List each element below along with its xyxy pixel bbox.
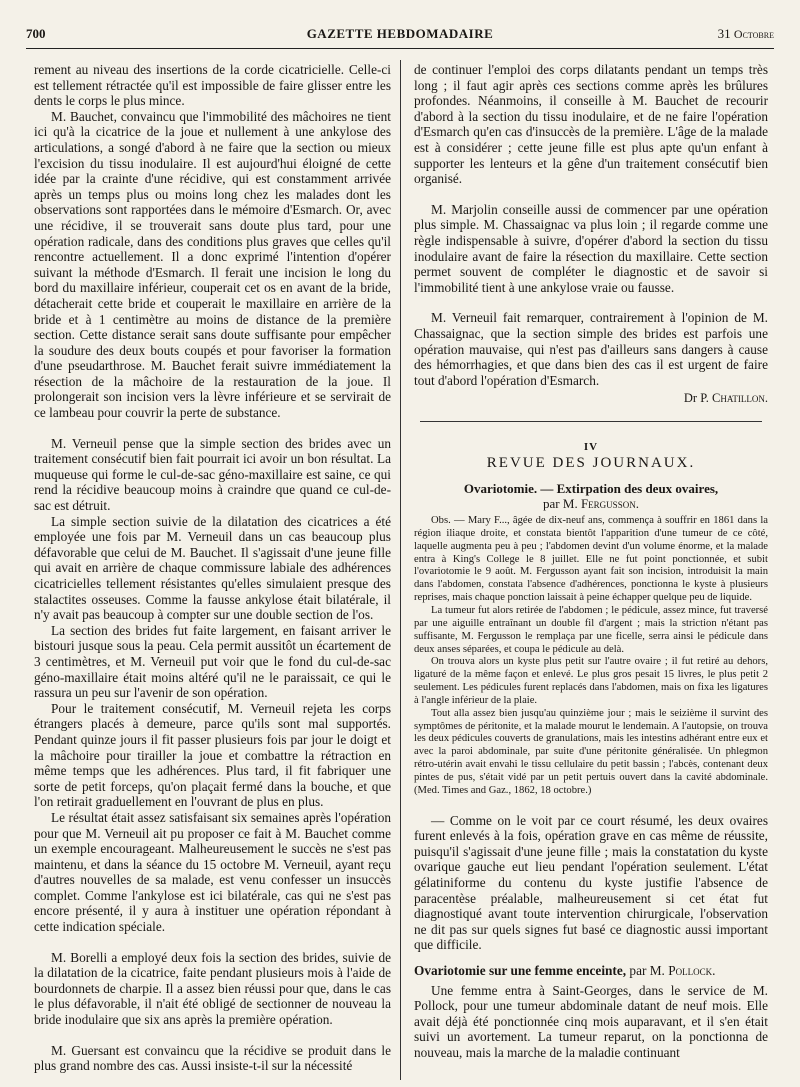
article2-by: par M. xyxy=(629,962,665,978)
section-number: IV xyxy=(583,440,599,453)
signature-name: Chatillon. xyxy=(712,391,768,406)
commentary-paragraph: — Comme on le voit par ce court résumé, les deux ovaires furent enlevés à la fois, opération grave en cas même de réussite, puisqu'il s'agissait d'une jeune fille ; mais la constatation du kyste ovarique gauche eut lieu pendant l'opération seulement. L'état gélatiniforme du contenu du kyste justifie l'absence de paracentèse préalable, malheureusement si cet état fut diagnostiqué avant toute intervention chirurgicale, l'observation ne dit pas sur quels signes fut basé ce diagnostic aussi important que difficile. xyxy=(414,812,768,953)
paragraph: M. Guersant est convaincu que la récidive se produit dans le plus grand nombre des cas. Aussi insiste-t-il sur la nécessité xyxy=(34,1042,391,1074)
article2-title: Ovariotomie sur une femme enceinte, xyxy=(414,962,627,978)
right-column xyxy=(414,62,768,1061)
date-month: Octobre xyxy=(733,27,774,41)
paragraph: rement au niveau des insertions de la corde cicatricielle. Celle-ci est tellement rétractée qu'il est impossible de faire glisser entre les dents le corps le plus mince. xyxy=(34,62,391,109)
paragraph: Le résultat était assez satisfaisant six semaines après l'opération pour que M. Verneuil ait pu proposer ce fait à M. Bauchet comme un exemple encourageant. Malheureusement le succès ne s'est pas maintenu, et dans la séance du 15 octobre M. Verneuil, ayant reçu d'autres nouvelles de sa malade, est venu confesser un insuccès complet. Comme l'ankylose est ici bilatérale, cas qui ne s'est pas encore présenté, il y aura à instituer une opération répondant à cette indication spéciale. xyxy=(34,809,391,935)
article-author: Fergusson. xyxy=(580,496,639,512)
signature-prefix: Dr P. xyxy=(683,391,709,406)
observation-paragraph: Tout alla assez bien jusqu'au quinzième jour ; mais le seizième il survint des symptômes de péritonite, et la malade mourut le lendemain. A l'autopsie, on trouva les deux pédicules couverts de granulations, mais les intestins adhérant entre eux et avec la paroi abdominale, par suite d'une péritonite généralisée. Un phlegmon rétro-utérin avait envahi le tissu cellulaire du petit bassin ; l'abcès, contenant deux pintes de pus, s'était vidé par un petit pertuis ouvert dans la cavité abdominale. (Med. Times and Gaz., 1862, 18 octobre.) xyxy=(414,707,768,796)
section-divider xyxy=(420,421,762,422)
section-title: REVUE DES JOURNAUX. xyxy=(486,455,696,472)
page-number: 700 xyxy=(26,26,46,41)
observation-paragraph: On trouva alors un kyste plus petit sur l'autre ovaire ; il fut retiré au dehors, ligaturé de la même façon et enlevé. Le plus gros pesait 15 livres, le plus petit 2 seulement. Les pédicules furent replacés dans l'abdomen, mais on fixa les ligatures à l'angle inférieur de la plaie. xyxy=(414,656,768,706)
paragraph: Pour le traitement consécutif, M. Verneuil rejeta les corps étrangers placés à demeure, parce qu'ils sont mal supportés. Pendant quinze jours il fit passer plusieurs fois par jour le doigt et la mâchoire pour tirailler la joue et combattre la rétraction en même temps que les adhérences. Plus tard, il fit fabriquer une sorte de petit forceps, qu'on plaçait fermé dans la bouche, et que l'on retirait graduellement en l'ouvrant de plus en plus. xyxy=(34,700,391,810)
journal-title: GAZETTE HEBDOMADAIRE xyxy=(306,26,494,41)
paragraph: La simple section suivie de la dilatation des cicatrices a été employée une fois par M. Verneuil dans un cas beaucoup plus défavorable que celui de M. Bauchet. Il s'agissait d'une jeune fille qui avait en arrière de chaque commissure labiale des adhérences cicatricielles tellement résistantes qu'elles simulaient presque des stalactites osseuses. Comme la fausse ankylose était bilatérale, il n'y avait pas beaucoup à compter sur une double section de l'os. xyxy=(34,513,391,623)
date-day: 31 xyxy=(717,26,731,41)
article-byline xyxy=(414,496,768,511)
observation-paragraph: Obs. — Mary F..., âgée de dix-neuf ans, commença à souffrir en 1861 dans la région iliaque droite, et constata bientôt l'apparition d'une tumeur de ce côté, laquelle augmenta peu à peu ; l'abdomen devint d'un volume énorme, et la malade entra à King's College le 8 juillet. Elle ne fut point ponctionnée, et subit l'ovariotomie le 9 août. M. Fergusson ayant fait son incision, introduisit la main dans l'abdomen, constata l'absence d'adhérences, ponctionna le kyste à plusieurs reprises, mais chaque ponction laissait à peine échapper quelque peu de liquide. xyxy=(414,515,768,604)
paragraph: M. Bauchet, convaincu que l'immobilité des mâchoires ne tient ici qu'à la cicatrice de la joue et nullement à une ankylose des articulations, a songé d'abord à ne faire que la section ou mieux l'excision du tissu inodulaire. Il est aujourd'hui éloigné de cette idée par la crainte d'une récidive, qui est constamment arrivée après un temps plus ou moins long chez les malades dont les observations sont rapportées dans le mémoire d'Esmarch. Or, avec une récidive, il se trouverait sans doute plus tard, pour une opération radicale, dans des conditions plus graves que celles qu'il rencontre actuellement. Il a donc exprimé l'intention d'opérer suivant la méthode d'Esmarch. Il ferait une incision le long du bord du maxillaire inférieur, couperait cet os en avant de la bride, détacherait cette bride et couperait le maxillaire en arrière de la bride et à 1 centimètre au moins de distance de la première section. Cette distance serait sans doute suffisante pour empêcher la soudure des deux bouts coupés et pour favoriser la formation d'une pseudarthrose. M. Bauchet ferait suivre immédiatement la résection de la mâchoire de la restauration de la joue. Il prolongerait son incision vers la lèvre inférieure et se servirait de ce lambeau pour couvrir la perte de substance. xyxy=(34,108,391,421)
byline-by: par M. xyxy=(543,496,578,512)
article2-heading xyxy=(414,963,768,979)
observation-block xyxy=(414,515,768,798)
column-divider xyxy=(400,60,401,1080)
paragraph: M. Marjolin conseille aussi de commencer par une opération plus simple. M. Chassaignac va plus loin ; il regarde comme une règle indispensable à suivre, d'opérer d'abord la section du tissu inodulaire avant de faire la résection du maxillaire. Cette section permet souvent de compléter le diagnostic et de savoir si l'immobilité tient à une ankylose vraie ou fausse. xyxy=(414,201,768,295)
paragraph: M. Borelli a employé deux fois la section des brides, suivie de la dilatation de la cicatrice, faite pendant plusieurs mois à l'aide de bourdonnets de charpie. Il a assez bien réussi pour que, dans le cas le plus défavorable, il n'ait été obligé de sectionner de nouveau la bride inodulaire que six ans après la première opération. xyxy=(34,949,391,1028)
observation-paragraph: La tumeur fut alors retirée de l'abdomen ; le pédicule, assez mince, fut traversé par une aiguille entraînant un double fil d'argent ; mais la striction n'étant pas suffisante, M. Fergusson le remplaça par une ficelle, serra ainsi le pédicule dans deux anses séparées, et coupa le pédicule au delà. xyxy=(414,604,768,655)
article-title: Ovariotomie. — Extirpation des deux ovaires, xyxy=(463,481,719,497)
signature xyxy=(414,391,768,407)
paragraph: La section des brides fut faite largement, en faisant arriver le bistouri jusque sous la peau. Cela permit aussitôt un écartement de 3 centimètres, et M. Verneuil put voir que le fond du cul-de-sac géno-maxillaire était moins altéré qu'il ne le paraissait, ce qui le rassura un peu sur l'avenir de son opération. xyxy=(34,622,391,701)
page-header xyxy=(26,20,774,46)
paragraph: M. Verneuil pense que la simple section des brides avec un traitement consécutif bien fait pourrait ici avoir un bon résultat. La muqueuse qui forme le cul-de-sac géno-maxillaire est saine, ce qui rend la récidive beaucoup moins à craindre que quand ce cul-de-sac est détruit. xyxy=(34,435,391,514)
paragraph: de continuer l'emploi des corps dilatants pendant un temps très long ; il faut agir après ces sections comme après les brûlures profondes. Néanmoins, il conseille à M. Bauchet de recourir d'abord à la section du tissu inodulaire, et de ne faire l'opération d'Esmarch qu'en cas d'insuccès de la première. L'âge de la malade est à considérer ; cette jeune fille est plus apte qu'un enfant à supporter les lenteurs et la gêne d'un traitement consécutif bien organisé. xyxy=(414,62,768,187)
article2-author: Pollock. xyxy=(668,962,716,978)
left-column xyxy=(34,62,391,1074)
issue-date xyxy=(718,26,774,42)
paragraph: Une femme entra à Saint-Georges, dans le service de M. Pollock, pour une tumeur abdominale datant de neuf mois. Elle avait déjà été ponctionnée cinq mois auparavant, et il s'en était suivi un avortement. La tumeur reparut, on la ponctionna de nouveau, mais la marche de la maladie continuant xyxy=(414,982,768,1060)
paragraph: M. Verneuil fait remarquer, contrairement à l'opinion de M. Chassaignac, que la section simple des brides est parfois une opération mauvaise, qui n'est pas d'ailleurs sans dangers à cause des hémorrhagies, et que dans bien des cas il est urgent de faire tout d'abord l'opération d'Esmarch. xyxy=(414,310,768,388)
header-rule xyxy=(26,48,774,49)
